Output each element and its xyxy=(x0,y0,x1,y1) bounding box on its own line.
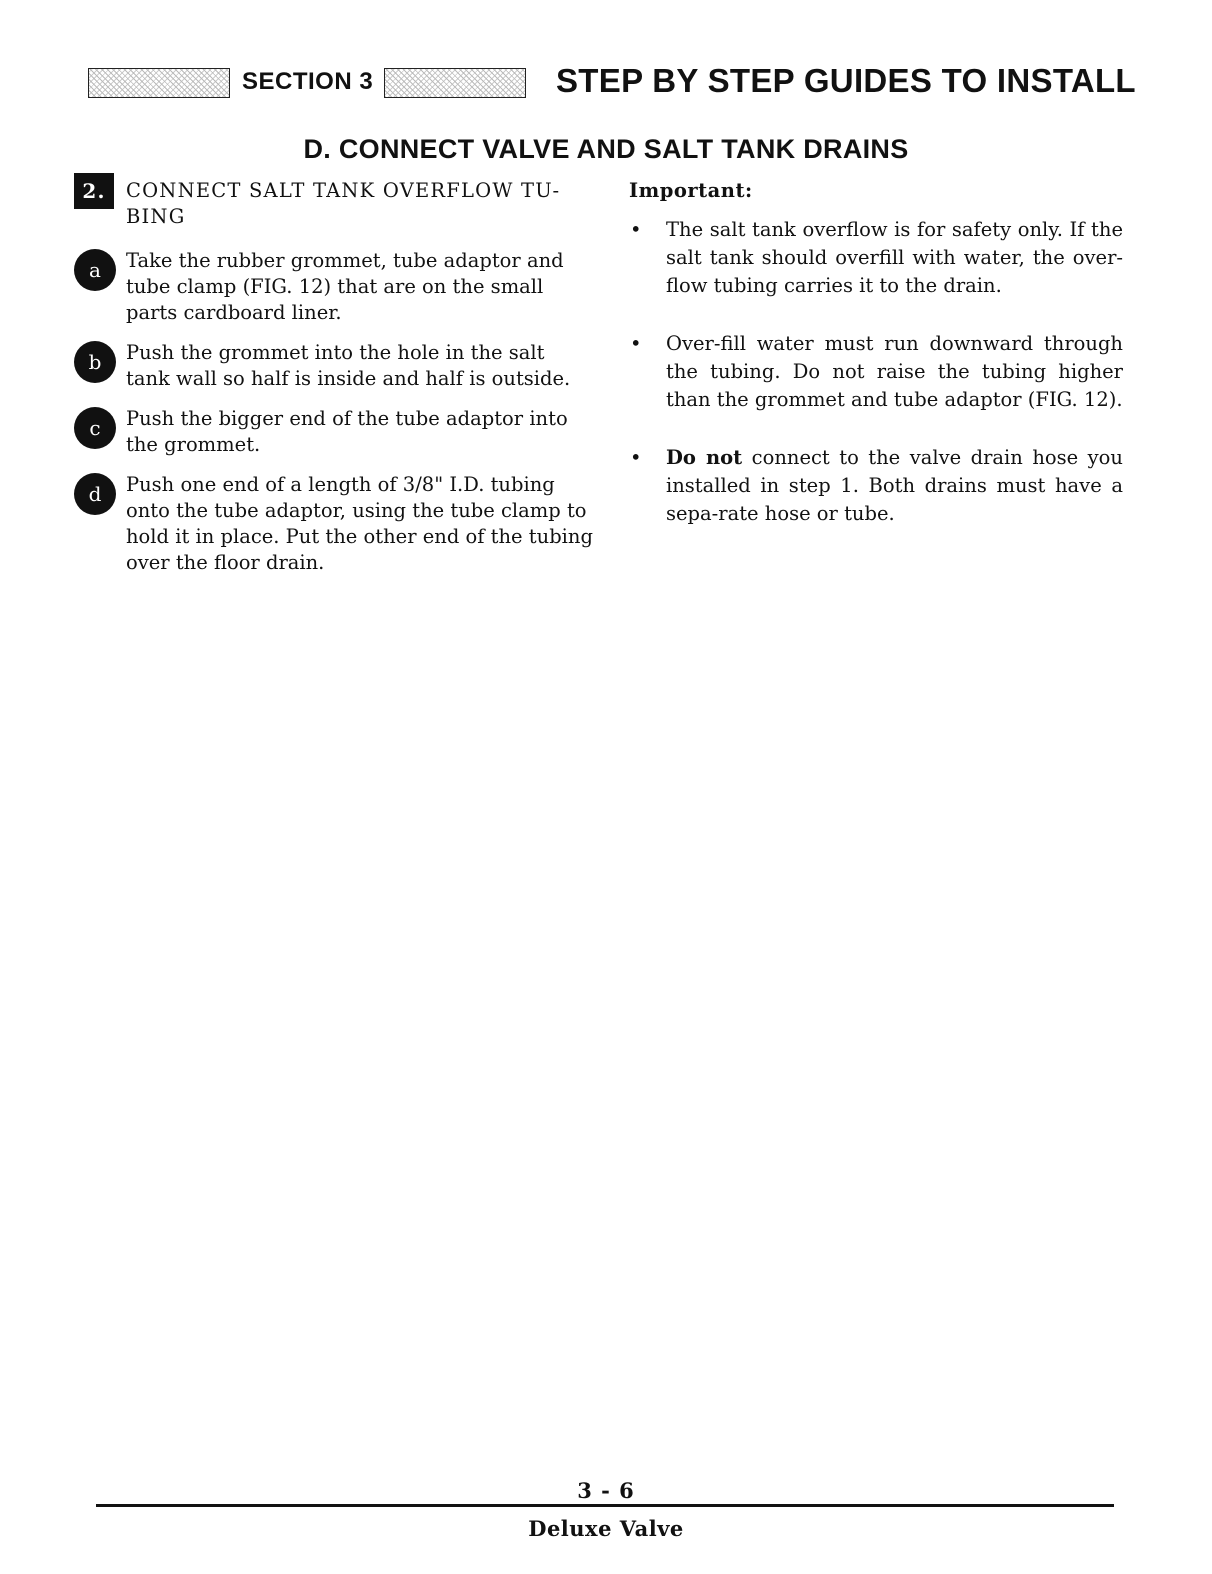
important-column xyxy=(629,178,1123,528)
substep-letter-badge: d xyxy=(74,473,116,515)
hatched-bar-right xyxy=(384,68,526,98)
hatched-bar-left xyxy=(88,68,230,98)
step-heading-text: CONNECT SALT TANK OVERFLOW TU-BING xyxy=(126,179,561,228)
substep-text: Push one end of a length of 3/8" I.D. tubing onto the tube adaptor, using the tube clamp to hold it in place. Put the other end of the tubing over the floor drain. xyxy=(126,473,593,574)
footer-divider xyxy=(96,1504,1114,1507)
list-item xyxy=(629,330,1123,414)
bullet-text: Over-fill water must run downward through the tubing. Do not raise the tubing higher than the grommet and tube adaptor (FIG. 12). xyxy=(666,332,1123,411)
bullet-icon: • xyxy=(630,446,642,469)
substep-b xyxy=(74,340,594,392)
section-header xyxy=(88,62,1136,104)
footer-title: Deluxe Valve xyxy=(528,1516,684,1541)
step-column xyxy=(74,178,594,576)
bullet-text: The salt tank overflow is for safety only. If the salt tank should overfill with water, the over-flow tubing carries it to the drain. xyxy=(666,218,1123,297)
substep-text: Take the rubber grommet, tube adaptor and tube clamp (FIG. 12) that are on the small parts cardboard liner. xyxy=(126,249,564,324)
subsection-title: D. CONNECT VALVE AND SALT TANK DRAINS xyxy=(303,134,909,164)
bullet-emphasis: Do not xyxy=(666,446,743,469)
list-item xyxy=(629,444,1123,528)
substep-letter-badge: a xyxy=(74,249,116,291)
substep-text: Push the grommet into the hole in the salt tank wall so half is inside and half is outside. xyxy=(126,341,571,390)
bullet-text: connect to the valve drain hose you installed in step 1. Both drains must have a sepa-rate hose or tube. xyxy=(666,446,1123,525)
step-heading xyxy=(74,178,594,230)
substep-text: Push the bigger end of the tube adaptor into the grommet. xyxy=(126,407,568,456)
list-item xyxy=(629,216,1123,300)
bullet-icon: • xyxy=(630,332,642,355)
bullet-icon: • xyxy=(630,218,642,241)
substep-letter-badge: b xyxy=(74,341,116,383)
substep-a xyxy=(74,248,594,326)
important-label: Important: xyxy=(629,179,753,202)
page-number: 3 - 6 xyxy=(577,1478,635,1503)
substep-d xyxy=(74,472,594,576)
section-label: SECTION 3 xyxy=(242,68,374,95)
page-title: STEP BY STEP GUIDES TO INSTALL xyxy=(556,62,1136,99)
substep-letter-badge: c xyxy=(74,407,116,449)
step-number-badge: 2. xyxy=(74,173,114,209)
substep-c xyxy=(74,406,594,458)
important-list xyxy=(629,216,1123,528)
